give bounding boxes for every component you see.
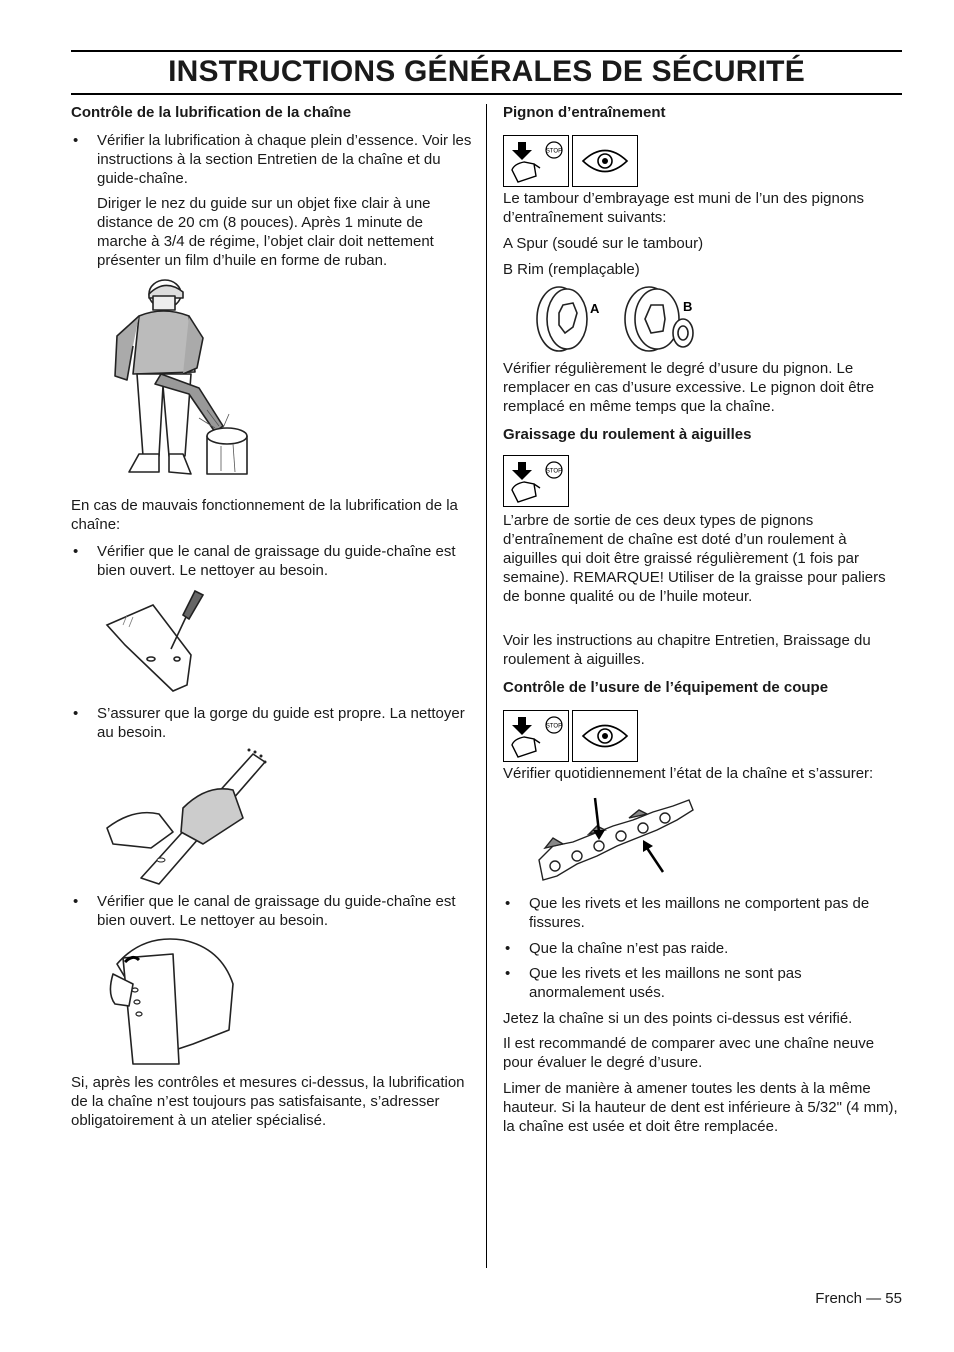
item-rim: B Rim (remplaçable) bbox=[503, 261, 640, 278]
bullet-not-stiff: Que la chaîne n’est pas raide. bbox=[529, 940, 729, 957]
paragraph-compare-new: Il est recommandé de comparer avec une chaîne neuve pour évaluer le degré d’usure. bbox=[503, 1035, 875, 1071]
paragraph-lubrication-failure: En cas de mauvais fonctionnement de la lubrification de la chaîne: bbox=[71, 497, 458, 533]
bullet-check-lubrication: Vérifier la lubrification à chaque plein d’essence. Voir les instructions à la section Entretien de la chaîne et du guide-chaîne. bbox=[97, 132, 472, 187]
bullet-dot: • bbox=[73, 705, 79, 722]
bullet-oil-channel-1: Vérifier que le canal de graissage du guide-chaîne est bien ouvert. Le nettoyer au besoin. bbox=[97, 543, 456, 579]
header-rule-bottom bbox=[71, 93, 902, 95]
eye-inspection-icon bbox=[572, 135, 638, 187]
paragraph-file-teeth: Limer de manière à amener toutes les dents à la même hauteur. Si la hauteur de dent est inférieure à 5/32" (4 mm), la chaîne est usée et doit être remplacée. bbox=[503, 1080, 898, 1135]
paragraph-oil-film-test: Diriger le nez du guide sur un objet fixe clair à une distance de 20 cm (8 pouces). Après 1 minute de marche à 3/4 de régime, l’objet clair doit nettement présenter un film d’huile en forme de ruban. bbox=[97, 195, 434, 269]
paragraph-needle-bearing: L’arbre de sortie de ces deux types de pignons d’entraînement de chaîne est doté d’un roulement à aiguilles qui doit être graissé régulièrement (1 fois par semaine). REMARQUE! Utiliser de la graisse pour paliers de bonne qualité ou de l’huile moteur. bbox=[503, 512, 886, 605]
sprockets-illustration bbox=[533, 283, 703, 358]
bullet-dot: • bbox=[505, 895, 511, 912]
bullet-oil-channel-2: Vérifier que le canal de graissage du guide-chaîne est bien ouvert. Le nettoyer au besoin. bbox=[97, 893, 456, 929]
bullet-dot: • bbox=[73, 132, 79, 149]
column-divider bbox=[486, 104, 487, 1268]
sprocket-label-a: A bbox=[590, 301, 600, 316]
header-rule-top bbox=[71, 50, 902, 52]
bullet-bar-groove: S’assurer que la gorge du guide est propre. La nettoyer au besoin. bbox=[97, 705, 465, 741]
paragraph-clutch-drum: Le tambour d’embrayage est muni de l’un des pignons d’entraînement suivants: bbox=[503, 190, 865, 226]
svg-text:STOP: STOP bbox=[545, 468, 563, 475]
stop-engine-icon bbox=[503, 135, 569, 187]
page-title: INSTRUCTIONS GÉNÉRALES DE SÉCURITÉ bbox=[168, 55, 805, 88]
bar-groove-cleaning-illustration bbox=[103, 748, 273, 888]
bullet-dot: • bbox=[73, 543, 79, 560]
bar-oil-hole-illustration bbox=[103, 934, 243, 1069]
paragraph-daily-check: Vérifier quotidiennement l’état de la chaîne et s’assurer: bbox=[503, 765, 874, 782]
page-footer: French — 55 bbox=[815, 1290, 902, 1307]
stop-engine-icon bbox=[503, 710, 569, 762]
chain-wear-illustration bbox=[533, 790, 703, 890]
svg-text:STOP: STOP bbox=[545, 723, 563, 730]
sprocket-label-b: B bbox=[683, 299, 693, 314]
stop-engine-icon bbox=[503, 455, 569, 507]
cutting-equipment-heading: Contrôle de l’usure de l’équipement de coupe bbox=[503, 679, 829, 696]
bullet-dot: • bbox=[505, 965, 511, 982]
lubrication-heading: Contrôle de la lubrification de la chaîne bbox=[71, 104, 352, 121]
paragraph-see-maintenance: Voir les instructions au chapitre Entretien, Braissage du roulement à aiguilles. bbox=[503, 632, 871, 668]
item-spur: A Spur (soudé sur le tambour) bbox=[503, 235, 704, 252]
paragraph-discard-chain: Jetez la chaîne si un des points ci-dessus est vérifié. bbox=[503, 1010, 853, 1027]
paragraph-sprocket-wear: Vérifier régulièrement le degré d’usure du pignon. Le remplacer en cas d’usure excessive. Le pignon doit être remplacé en même temps que la chaîne. bbox=[503, 360, 875, 415]
eye-inspection-icon bbox=[572, 710, 638, 762]
bullet-dot: • bbox=[505, 940, 511, 957]
operator-oil-test-illustration bbox=[103, 276, 263, 488]
svg-text:STOP: STOP bbox=[545, 148, 563, 155]
needle-bearing-heading: Graissage du roulement à aiguilles bbox=[503, 426, 752, 443]
paragraph-specialist-workshop: Si, après les contrôles et mesures ci-dessus, la lubrification de la chaîne n’est toujours pas satisfaisante, s’adresser obligatoirement à un atelier spécialisé. bbox=[71, 1074, 465, 1129]
bullet-no-cracks: Que les rivets et les maillons ne comportent pas de fissures. bbox=[529, 895, 870, 931]
drive-sprocket-heading: Pignon d’entraînement bbox=[503, 104, 666, 121]
bar-screwdriver-illustration bbox=[103, 585, 213, 695]
bullet-not-worn: Que les rivets et les maillons ne sont pas anormalement usés. bbox=[529, 965, 802, 1001]
bullet-dot: • bbox=[73, 893, 79, 910]
